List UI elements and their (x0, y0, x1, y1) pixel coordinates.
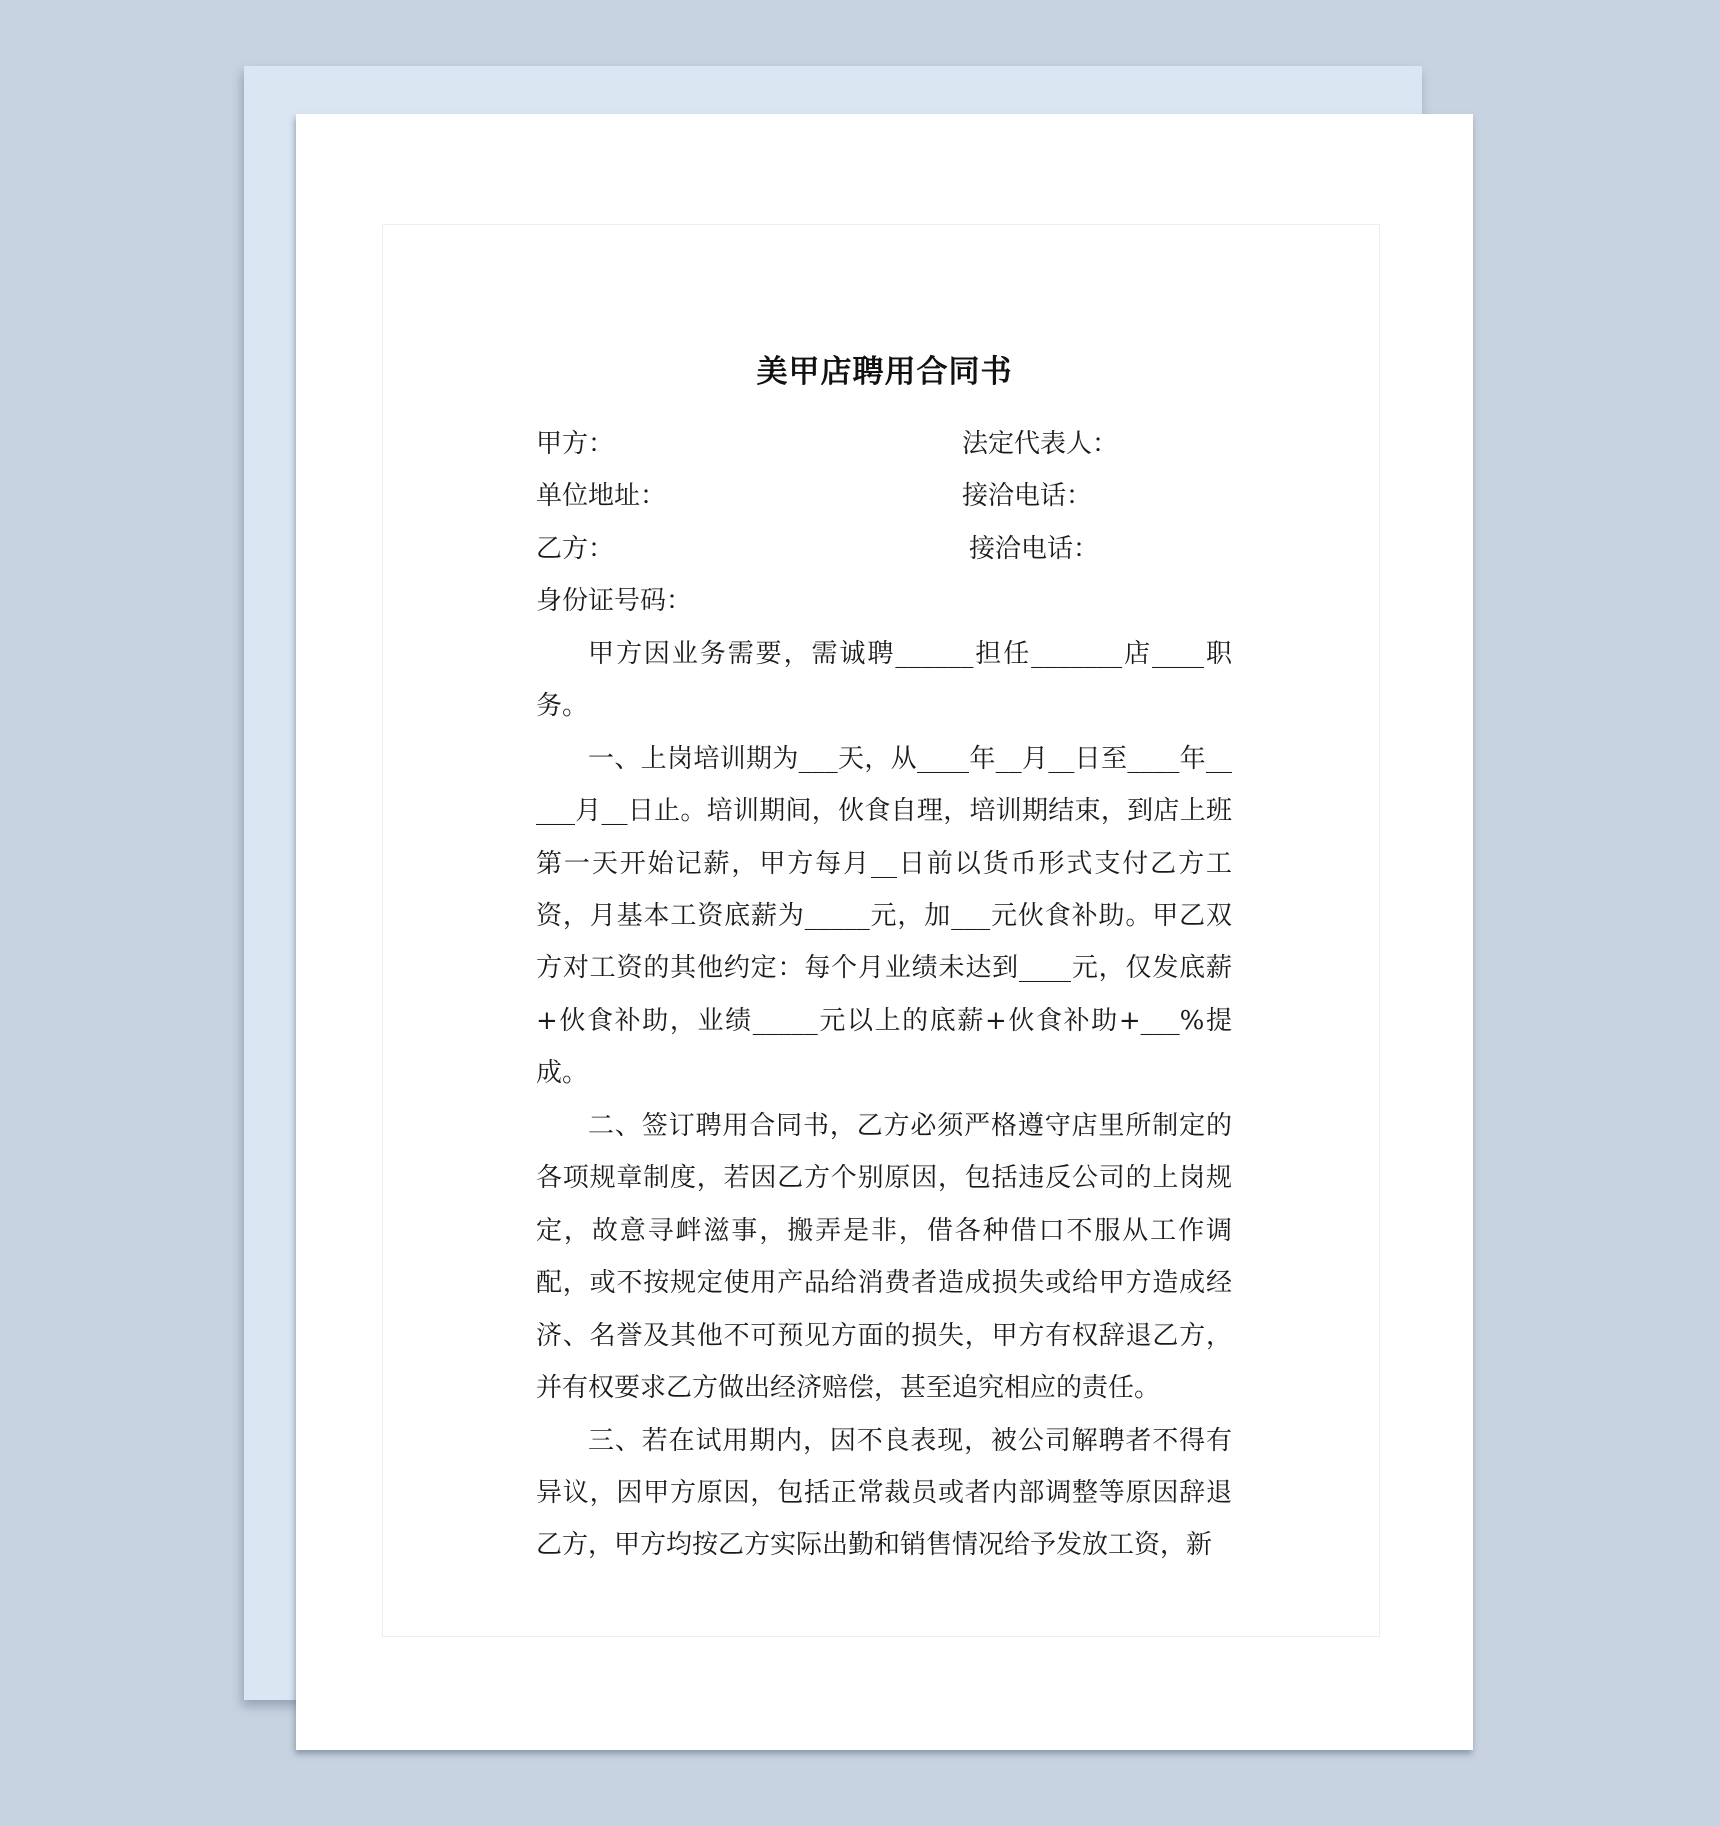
paragraph-intro: 甲方因业务需要，需诚聘______担任_______店____职务。 (536, 638, 1232, 722)
document-title: 美甲店聘用合同书 (756, 354, 1013, 390)
party-a-label: 甲方： (536, 429, 615, 459)
party-row (536, 470, 1232, 522)
paragraph-clause-2: 二、签订聘用合同书，乙方必须严格遵守店里所制定的各项规章制度，若因乙方个别原因，包括违反公司的上岗规定，故意寻衅滋事，搬弄是非，借各种借口不服从工作调配，或不按规定使用产品给消费者造成损失或给甲方造成经济、名誉及其他不可预见方面的损失，甲方有权辞退乙方，并有权要求乙方做出经济赔偿，甚至追究相应的责任。 (536, 1110, 1232, 1404)
party-row (536, 523, 1232, 575)
party-b-label: 乙方： (536, 533, 615, 564)
id-number-label: 身份证号码： (536, 586, 693, 617)
document-page (296, 114, 1473, 1750)
paragraph-clause-3: 三、若在试用期内，因不良表现，被公司解聘者不得有异议，因甲方原因，包括正常裁员或者内部调整等原因辞退乙方，甲方均按乙方实际出勤和销售情况给予发放工资，新 (536, 1425, 1232, 1561)
party-a-phone-label: 接洽电话： (962, 481, 1093, 512)
document-body (536, 418, 1232, 1572)
party-row (536, 418, 1232, 470)
party-b-phone-label: 接洽电话： (969, 533, 1100, 564)
company-address-label: 单位地址： (536, 481, 667, 512)
party-row (536, 575, 1232, 627)
paragraph-clause-1: 一、上岗培训期为___天，从____年__月__日至____年_____月__日止。培训期间，伙食自理，培训期结束，到店上班第一天开始记薪，甲方每月__日前以货币形式支付乙方工资，月基本工资底薪为_____元，加___元伙食补助。甲乙双方对工资的其他约定：每个月业绩未达到____元，仅发底薪+伙食补助，业绩_____元以上的底薪+伙食补助+___%提成。 (536, 743, 1232, 1089)
legal-representative-label: 法定代表人： (962, 429, 1119, 459)
